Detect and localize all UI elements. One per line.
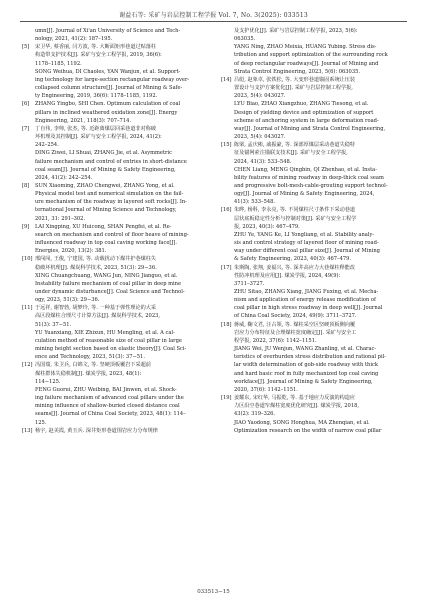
reference-entry	[22, 361, 207, 426]
reference-line: sis and control strategy of layered floor of mining road-	[234, 240, 379, 247]
reference-line: ogy, 2023, 51(3): 29−36.	[35, 297, 100, 304]
reference-line: 报, 2023, 40(3): 467–479.	[234, 223, 300, 230]
reference-line: workface[J]. Journal of Mining & Safety Engineering,	[234, 378, 373, 385]
reference-line: of China Coal Society, 2024, 49(9): 3711–3727.	[234, 313, 357, 320]
reference-line: ZHANG Yingbo, SHI Chen. Optimum calculation of coal	[35, 101, 181, 108]
reference-line: LYU Biao, ZHAO Xiangzhuo, ZHANG Tiesong, et al.	[234, 101, 369, 108]
reference-entry	[221, 321, 406, 394]
header-rule	[20, 21, 407, 22]
reference-line: of deep rectangular roadways[J]. Journal of Mining and	[234, 60, 379, 67]
reference-line: 置设计与支护方案优化[J]. 采矿与岩层控制工程学报,	[234, 85, 353, 92]
reference-line: 51(3): 37−51.	[35, 321, 72, 328]
reference-entry	[22, 125, 207, 182]
reference-line: umn[J]. Journal of Xi'an University of Science and Tech-	[35, 28, 181, 34]
reference-entry	[221, 76, 406, 141]
reference-line: culation method of reasonable size of coal pillar in large	[35, 337, 182, 344]
reference-line: seams[J]. Journal of China Coal Society, 2023, 48(1): 114–	[35, 411, 186, 418]
running-head: 谢益石等: 采矿与岩层控制工程学报 Vol. 7, No. 3(2025): 033513	[119, 12, 308, 19]
reference-line: 2023, 5(4): 043027.	[234, 134, 286, 141]
reference-line: 朱斯陶, 张翔, 姜福兴, 等. 深井高应力大巷煤柱释能改	[234, 264, 356, 271]
reference-line: 坏机理及其控制[J]. 采矿与安全工程学报, 2024, 41(2):	[35, 134, 162, 141]
reference-line: SUN Xiaoming, ZHAO Chengwei, ZHANG Yong, et al.	[35, 182, 175, 189]
reference-line: XING Chuangchuang, WANG Jun, NING Jianguo, et al.	[35, 272, 178, 279]
reference-line: Engineering, 2021, 118(3): 707–714.	[35, 117, 132, 124]
reference-line: 煤柱群体失稳机制[J]. 煤炭学报, 2023, 48(1):	[35, 370, 142, 377]
reference-entry	[221, 264, 406, 321]
reference-line: 冯国瑞, 朱卫兵, 白锦文, 等. 坚硬顶板覆岩下采超前	[35, 362, 151, 369]
reference-line: way under different coal pillar size[J]. Journal of Mining	[234, 248, 380, 255]
reference-entry	[221, 394, 406, 435]
reference-line: 242–254.	[35, 142, 59, 149]
reference-entry	[221, 141, 406, 206]
reference-line: 力区沿空巷道窄煤柱宽度优化研究[J]. 煤炭学报, 2018,	[234, 403, 359, 410]
reference-number: [8]	[22, 182, 30, 189]
reference-line: nology, 2021, 41(2): 187–195.	[35, 36, 113, 43]
reference-line: JIANG Wei, JU Wenjun, WANG Zhanling, et al. Charac-	[234, 346, 377, 353]
reference-entry	[22, 255, 207, 304]
reference-line: 2024, 41(3): 533–548.	[234, 158, 292, 165]
reference-line: Instability failure mechanism of coal pillar in deep mine	[35, 280, 181, 287]
reference-number: [16]	[221, 207, 232, 214]
reference-line: ence and Technology, 2023, 51(3): 37−51.	[35, 354, 145, 361]
reference-number: [11]	[22, 305, 33, 312]
reference-continuation	[22, 27, 207, 43]
reference-line: 程学报, 2022, 37(6): 1142–1151.	[234, 337, 317, 344]
reference-number: [12]	[22, 362, 33, 369]
reference-line: ZHU Ye, YANG Ke, LI Yongliang, et al. Stability analy-	[234, 231, 375, 238]
reference-number: [15]	[221, 142, 232, 149]
reference-entry	[22, 223, 207, 256]
reference-line: way[J]. Journal of Mining and Strata Control Engineering,	[234, 125, 386, 132]
reference-line: JIAO Yaodong, SONG Honghua, MA Zhenqian, et al.	[234, 419, 370, 426]
reference-line: 高区段煤柱合理尺寸计算方法[J]. 煤炭科学技术, 2023,	[35, 313, 160, 320]
reference-line: ing failure mechanism of advanced coal pillars under the	[35, 395, 184, 402]
reference-number: [7]	[22, 125, 30, 132]
reference-entry	[22, 304, 207, 361]
reference-line: influenced roadway in top coal caving working face[J].	[35, 240, 178, 247]
reference-number: [13]	[22, 427, 33, 434]
reference-line: 杨宇, 赵美霞, 黄玉兵. 深井矩形巷道围岩应力分布规律	[35, 427, 158, 434]
reference-line: Energies, 2020, 13(2): 381.	[35, 248, 107, 255]
reference-line: YANG Ning, ZHAO Meixia, HUANG Yubing. Stress dis-	[234, 44, 377, 51]
reference-line: 宋卫华, 蔡香丽, 闫方波, 等. 大断面矩形巷道过贴落柱	[35, 44, 157, 51]
reference-line: tribution and support optimization of the surrounding rock	[234, 52, 388, 59]
reference-line: LAI Xingping, XU Huicong, SHAN Pengfei, et al. Re-	[35, 223, 172, 230]
reference-line: 征及锚网索注锚联支技术[J]. 采矿与安全工程学报,	[234, 150, 348, 157]
reference-line: 邢闯闯, 王俊, 宁建国, 等. 动载扰动下煤井护巷煤柱失	[35, 256, 157, 263]
reference-line: 蒋威, 鞠文君, 汪占领, 等. 煤柱采空区坚硬顶板侧向覆	[234, 321, 356, 328]
reference-line: FENG Guorui, ZHU Weibing, BAI Jinwen, et al. Shock-	[35, 386, 177, 393]
references-right-column	[221, 27, 406, 435]
reference-continuation	[221, 27, 406, 76]
reference-line: YU Yuanxiang, XIE Zhixun, HU Mengling, et al. A cal-	[35, 329, 175, 336]
reference-entry	[22, 100, 207, 124]
reference-number: [6]	[22, 101, 30, 108]
reference-line: CHEN Liang, MENG Qingbin, QI Zhenhao, et al. Insta-	[234, 166, 377, 173]
reference-line: bility features of mining roadway in deep-thick coal seam	[234, 174, 384, 181]
reference-line: under dynamic disturbance[J]. Coal Science and Technol-	[35, 289, 185, 295]
reference-line: DING Ziwei, LI Shuai, ZHANG Jie, et al. Asymmetric	[35, 150, 172, 157]
reference-line: failure mechanism and control of entries in short-distance	[35, 158, 187, 165]
reference-number: [19]	[221, 395, 232, 402]
reference-line: & Safety Engineering, 2023, 40(3): 467–479.	[234, 256, 352, 263]
reference-line: 丁自伟, 李帅, 张杰, 等. 近距离煤层回采巷道非对称破	[35, 125, 157, 132]
reference-line: 125.	[35, 419, 47, 426]
reference-number: [18]	[221, 321, 232, 328]
reference-line: ty Engineering, 2019, 36(6): 1178–1185, 1192.	[35, 93, 158, 100]
reference-line: 层状底板稳定性分析与控制对策[J]. 采矿与安全工程学	[234, 215, 357, 222]
reference-number: [17]	[221, 264, 232, 271]
reference-entry	[221, 206, 406, 263]
reference-line: 114−125.	[35, 378, 61, 385]
reference-line: 岩应力分布特征及合理煤柱宽度确定[J]. 采矿与安全工	[234, 329, 357, 336]
reference-line: 3711–3727.	[234, 280, 265, 287]
reference-number: [10]	[22, 256, 33, 263]
reference-line: 43(2): 319–326.	[234, 411, 276, 418]
reference-number: [5]	[22, 44, 30, 51]
reference-line: ogy[J]. Journal of Mining & Safety Engineering, 2024,	[234, 191, 375, 198]
reference-line: collapsed column structure[J]. Journal of Mining & Safe-	[35, 85, 183, 92]
reference-line: ure mechanism of the roadway in layered soft rocks[J]. In-	[35, 199, 187, 206]
reference-line: 1178–1185, 1192.	[35, 60, 82, 67]
reference-line: nism and application of energy release modification of	[234, 297, 376, 304]
reference-line: 2023, 5(4): 043027.	[234, 93, 286, 100]
reference-line: ing technology for large-section rectangular roadway over-	[35, 76, 190, 83]
reference-line: 构造带支护技术[J]. 采矿与安全工程学报, 2019, 36(6):	[35, 52, 162, 59]
page-number: 033513−15	[197, 589, 230, 595]
reference-number: [14]	[221, 76, 232, 83]
reference-number: [9]	[22, 223, 30, 230]
reference-line: Strata Control Engineering, 2023, 5(6): 063035.	[234, 68, 361, 75]
reference-line: 稳破坏机理[J]. 煤炭科学技术, 2023, 51(3): 29−36.	[35, 264, 157, 271]
reference-line: mining influence of shallow-buried closed distance coal	[35, 403, 180, 410]
reference-line: pillars in inclined weathered oxidation zone[J]. Energy	[35, 109, 178, 116]
reference-line: coal pillar in high stress roadway in deep well[J]. Journal	[234, 305, 383, 312]
reference-line: ternational Journal of Mining Science and Technology,	[35, 207, 177, 214]
reference-line: 于远祥, 谢智勃, 胡梦玲, 等. 一种基于弹性理论的大采	[35, 305, 157, 312]
reference-line: 41(3): 533–548.	[234, 199, 276, 206]
reference-line: and hard basic roof in fully mechanized top coal caving	[234, 370, 379, 377]
reference-line: 性防冲机理及应用[J]. 煤炭学报, 2024, 49(9):	[234, 272, 341, 279]
reference-line: lar width determination of gob-side roadway with thick	[234, 362, 378, 369]
reference-line: 2021, 31: 291–302.	[35, 215, 86, 222]
references-left-column	[22, 27, 207, 435]
reference-line: 朱晔, 杨科, 李永亮, 等. 不同煤柱尺寸条件下采动巷道	[234, 207, 356, 214]
reference-line: SONG Weihua, DI Chaoles, YAN Wanjun, et al. Support-	[35, 68, 181, 75]
reference-line: mining height section based on elastic theory[J]. Coal Sci-	[35, 346, 187, 353]
reference-entry	[22, 427, 207, 435]
reference-line: Optimization research on the width of narrow coal pillar	[234, 427, 382, 434]
reference-line: 2020, 37(6): 1142–1151.	[234, 386, 298, 393]
reference-line: Design of yielding device and optimization of support	[234, 109, 374, 116]
reference-line: 陈梁, 孟庆彬, 戚振豪, 等. 深部厚煤层采动巷道失稳特	[234, 142, 356, 149]
reference-line: 姜耀东, 宋红华, 马振乾, 等. 基于地应力反演的构造应	[234, 395, 356, 402]
reference-line: scheme of anchoring system in large deformation road-	[234, 117, 379, 124]
reference-line: teristics of overburden stress distribution and rational pil-	[234, 354, 386, 361]
reference-line: and progressive bolt-mesh-cable-grouting support technol-	[234, 182, 388, 189]
reference-line: 2024, 41(2): 242–254.	[35, 174, 93, 181]
reference-line: coal seam[J]. Journal of Mining & Safety Engineering,	[35, 166, 176, 173]
reference-line: 及支护优化[J]. 采矿与岩层控制工程学报, 2023, 5(6):	[234, 28, 358, 34]
reference-line: 063035.	[234, 36, 256, 43]
reference-line: Physical model test and numerical simulation on the fail-	[35, 191, 184, 198]
reference-entry	[22, 43, 207, 100]
reference-line: 吕彪, 赵象卓, 张铁松, 等. 大变形巷道锚固系统让压装	[234, 76, 356, 83]
reference-line: ZHU Sitao, ZHANG Xiang, JIANG Fuxing, et al. Mecha-	[234, 289, 379, 295]
reference-entry	[22, 182, 207, 223]
reference-line: search on mechanism and control of floor heave of mining-	[35, 231, 189, 238]
